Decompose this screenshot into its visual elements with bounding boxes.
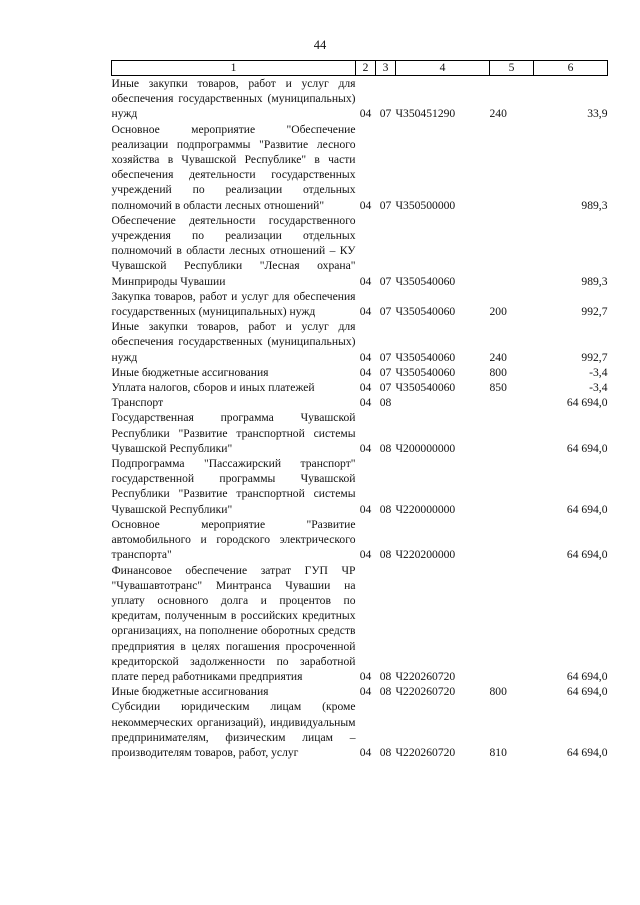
row-subsection: 08 — [379, 669, 392, 683]
row-target-code: Ч350540060 — [395, 305, 456, 319]
row-expense-type — [490, 410, 534, 456]
row-amount: -3,4 — [589, 365, 608, 379]
row-amount: 64 694,0 — [566, 745, 608, 759]
row-target-code: Ч200000000 — [395, 441, 456, 455]
table-row — [112, 365, 608, 380]
row-target-code: Ч350500000 — [395, 198, 456, 212]
row-section: 04 — [359, 502, 372, 516]
row-name: Основное мероприятие "Развитие автомобильного и городского электрического транспорта" — [111, 517, 356, 562]
row-subsection: 07 — [379, 274, 392, 288]
row-amount: 33,9 — [587, 107, 608, 121]
row-subsection: 08 — [379, 441, 392, 455]
table-row — [112, 380, 608, 395]
table-row — [112, 76, 608, 122]
header-col-6: 6 — [534, 61, 608, 76]
table-row — [112, 517, 608, 563]
row-expense-type — [490, 122, 534, 213]
row-name: Основное мероприятие "Обеспечение реализации подпрограммы "Развитие лесного хозяйства в Чувашской Республике" в части обеспечения деятельности государственных учреждений по реализации отдельных полномочий в области лесных отношений" — [111, 122, 356, 212]
row-amount: 992,7 — [581, 350, 608, 364]
row-section: 04 — [359, 396, 372, 410]
table-row — [112, 122, 608, 213]
row-section: 04 — [359, 441, 372, 455]
row-expense-type — [490, 213, 534, 289]
row-expense-type: 810 — [489, 745, 507, 759]
header-col-3: 3 — [376, 61, 396, 76]
row-section: 04 — [359, 198, 372, 212]
row-target-code: Ч350540060 — [395, 274, 456, 288]
row-amount: 64 694,0 — [566, 548, 608, 562]
row-subsection: 07 — [379, 305, 392, 319]
row-expense-type: 800 — [489, 365, 507, 379]
row-section: 04 — [359, 107, 372, 121]
table-row — [112, 395, 608, 410]
row-section: 04 — [359, 381, 372, 395]
row-amount: 989,3 — [581, 274, 608, 288]
row-subsection: 08 — [379, 745, 392, 759]
row-subsection: 08 — [379, 685, 392, 699]
header-col-2: 2 — [356, 61, 376, 76]
row-target-code: Ч220200000 — [395, 548, 456, 562]
row-target-code: Ч350540060 — [395, 350, 456, 364]
table-row — [112, 289, 608, 319]
row-target-code: Ч220260720 — [395, 745, 456, 759]
row-name: Транспорт — [111, 396, 164, 410]
row-target-code: Ч350451290 — [395, 107, 456, 121]
row-name: Финансовое обеспечение затрат ГУП ЧР "Чувашавтотранс" Минтранса Чувашии на уплату основного долга и процентов по кредитам, полученным в российских кредитных организациях, на пополнение оборотных средств предприятия в целях погашения просроченной кредиторской задолженности по заработной плате перед работниками предприятия — [111, 563, 356, 683]
row-subsection: 08 — [379, 548, 392, 562]
header-col-4: 4 — [396, 61, 490, 76]
row-name: Субсидии юридическим лицам (кроме некоммерческих организаций), индивидуальным предпринимателям, физическим лицам – производителям товаров, работ, услуг — [111, 700, 356, 759]
page-number: 44 — [313, 38, 327, 52]
row-amount: 64 694,0 — [566, 441, 608, 455]
row-subsection: 07 — [379, 365, 392, 379]
row-expense-type: 800 — [489, 685, 507, 699]
row-expense-type: 240 — [489, 350, 507, 364]
row-name: Иные бюджетные ассигнования — [111, 685, 269, 699]
row-target-code: Ч350540060 — [395, 381, 456, 395]
row-section: 04 — [359, 305, 372, 319]
row-name: Подпрограмма "Пассажирский транспорт" государственной программы Чувашской Республики "Развитие транспортной системы Чувашской Республики" — [111, 457, 356, 516]
row-section: 04 — [359, 365, 372, 379]
row-expense-type: 240 — [489, 107, 507, 121]
row-amount: -3,4 — [589, 381, 608, 395]
row-subsection: 08 — [379, 396, 392, 410]
row-target-code: Ч350540060 — [395, 365, 456, 379]
row-section: 04 — [359, 350, 372, 364]
row-section: 04 — [359, 685, 372, 699]
table-row — [112, 213, 608, 289]
row-name: Обеспечение деятельности государственного учреждения по реализации отдельных полномочий в области лесных отношений – КУ Чувашской Республики "Лесная охрана" Минприроды Чувашии — [111, 213, 356, 288]
row-section: 04 — [359, 669, 372, 683]
row-name: Иные закупки товаров, работ и услуг для обеспечения государственных (муниципальных) нужд — [111, 77, 356, 121]
table-row — [112, 456, 608, 517]
row-subsection: 08 — [379, 502, 392, 516]
header-col-1: 1 — [112, 61, 356, 76]
row-expense-type: 850 — [489, 381, 507, 395]
row-amount: 64 694,0 — [566, 502, 608, 516]
row-target-code: Ч220260720 — [395, 669, 456, 683]
row-amount: 992,7 — [581, 305, 608, 319]
row-subsection: 07 — [379, 198, 392, 212]
row-subsection: 07 — [379, 381, 392, 395]
table-row — [112, 563, 608, 685]
row-section: 04 — [359, 274, 372, 288]
row-expense-type — [490, 456, 534, 517]
table-row — [112, 684, 608, 699]
table-row — [112, 319, 608, 365]
header-col-5: 5 — [490, 61, 534, 76]
row-subsection: 07 — [379, 107, 392, 121]
row-name: Иные бюджетные ассигнования — [111, 365, 269, 379]
row-expense-type — [490, 517, 534, 563]
row-section: 04 — [359, 548, 372, 562]
table-row — [112, 410, 608, 456]
row-amount: 64 694,0 — [566, 396, 608, 410]
table-row — [112, 699, 608, 760]
row-amount: 64 694,0 — [566, 669, 608, 683]
row-name: Уплата налогов, сборов и иных платежей — [111, 381, 315, 395]
row-name: Закупка товаров, работ и услуг для обеспечения государственных (муниципальных) нужд — [111, 289, 356, 319]
row-subsection: 07 — [379, 350, 392, 364]
row-expense-type — [490, 563, 534, 685]
row-target-code — [396, 395, 490, 410]
row-target-code: Ч220260720 — [395, 685, 456, 699]
row-expense-type — [490, 395, 534, 410]
header-row — [112, 61, 608, 76]
row-expense-type: 200 — [489, 305, 507, 319]
row-amount: 989,3 — [581, 198, 608, 212]
row-name: Государственная программа Чувашской Республики "Развитие транспортной системы Чувашской Республики" — [111, 411, 356, 455]
budget-table — [111, 60, 608, 760]
row-name: Иные закупки товаров, работ и услуг для обеспечения государственных (муниципальных) нужд — [111, 320, 356, 364]
row-section: 04 — [359, 745, 372, 759]
row-amount: 64 694,0 — [566, 685, 608, 699]
row-target-code: Ч220000000 — [395, 502, 456, 516]
